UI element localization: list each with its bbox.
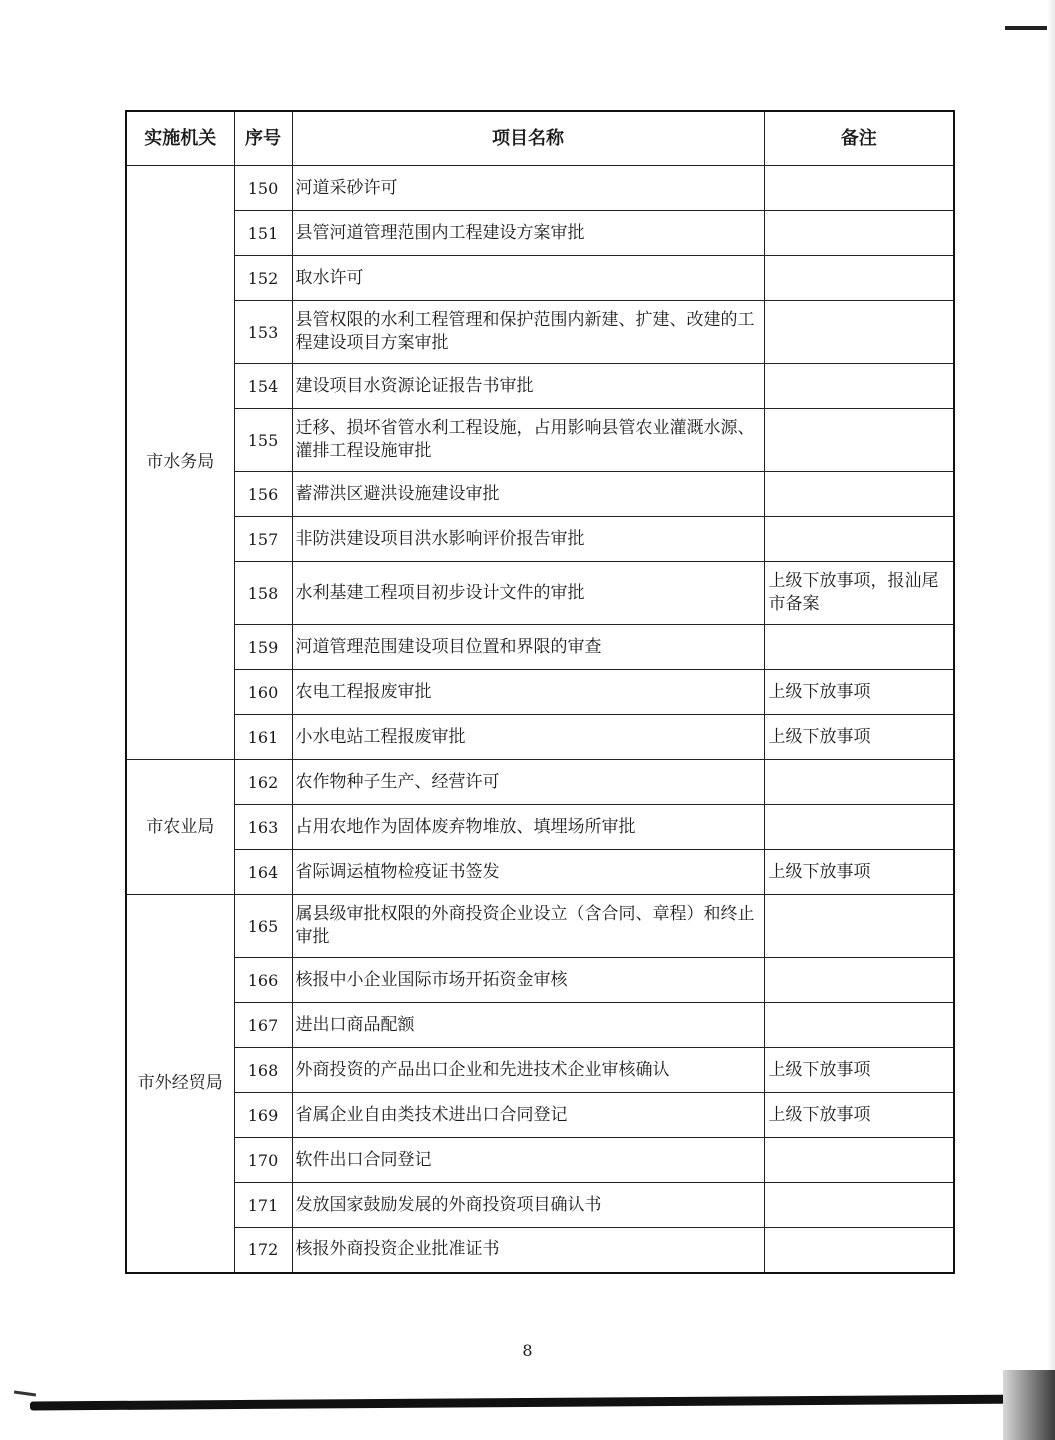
table-row [126, 670, 954, 715]
item-note [764, 1183, 954, 1228]
item-note [764, 211, 954, 256]
table-row [126, 625, 954, 670]
row-number: 168 [234, 1048, 292, 1093]
header-name: 项目名称 [292, 111, 764, 166]
agency-cell: 市农业局 [126, 760, 234, 895]
item-name: 占用农地作为固体废弃物堆放、填埋场所审批 [292, 805, 764, 850]
item-name: 外商投资的产品出口企业和先进技术企业审核确认 [292, 1048, 764, 1093]
table-row [126, 364, 954, 409]
table-row [126, 562, 954, 625]
item-note [764, 409, 954, 472]
item-name: 迁移、损坏省管水利工程设施，占用影响县管农业灌溉水源、灌排工程设施审批 [292, 409, 764, 472]
table-row [126, 166, 954, 211]
item-name: 非防洪建设项目洪水影响评价报告审批 [292, 517, 764, 562]
item-note [764, 364, 954, 409]
table-row [126, 958, 954, 1003]
table-row [126, 211, 954, 256]
table-row [126, 805, 954, 850]
row-number: 150 [234, 166, 292, 211]
table-row [126, 472, 954, 517]
agency-cell: 市水务局 [126, 166, 234, 760]
item-name: 建设项目水资源论证报告书审批 [292, 364, 764, 409]
row-number: 156 [234, 472, 292, 517]
row-number: 172 [234, 1228, 292, 1273]
row-number: 162 [234, 760, 292, 805]
item-note [764, 625, 954, 670]
header-number: 序号 [234, 111, 292, 166]
scan-edge-shadow [1047, 0, 1055, 1440]
row-number: 160 [234, 670, 292, 715]
item-note: 上级下放事项 [764, 1048, 954, 1093]
item-note [764, 166, 954, 211]
table-row [126, 1228, 954, 1273]
item-note: 上级下放事项 [764, 850, 954, 895]
item-note [764, 256, 954, 301]
item-name: 省际调运植物检疫证书签发 [292, 850, 764, 895]
table-row [126, 850, 954, 895]
row-number: 171 [234, 1183, 292, 1228]
row-number: 167 [234, 1003, 292, 1048]
scan-bottom-rule [30, 1395, 1030, 1411]
row-number: 152 [234, 256, 292, 301]
item-note [764, 1003, 954, 1048]
item-note [764, 301, 954, 364]
item-name: 县管河道管理范围内工程建设方案审批 [292, 211, 764, 256]
item-name: 河道采砂许可 [292, 166, 764, 211]
table-row [126, 1183, 954, 1228]
row-number: 153 [234, 301, 292, 364]
table-row [126, 1003, 954, 1048]
item-note [764, 517, 954, 562]
header-agency: 实施机关 [126, 111, 234, 166]
item-name: 取水许可 [292, 256, 764, 301]
row-number: 166 [234, 958, 292, 1003]
row-number: 163 [234, 805, 292, 850]
row-number: 157 [234, 517, 292, 562]
page-number: 8 [522, 1341, 533, 1360]
item-name: 省属企业自由类技术进出口合同登记 [292, 1093, 764, 1138]
item-name: 农电工程报废审批 [292, 670, 764, 715]
item-name: 蓄滞洪区避洪设施建设审批 [292, 472, 764, 517]
table-row [126, 517, 954, 562]
table-row [126, 715, 954, 760]
item-note [764, 760, 954, 805]
item-name: 发放国家鼓励发展的外商投资项目确认书 [292, 1183, 764, 1228]
approval-items-table [125, 110, 955, 1274]
agency-cell: 市外经贸局 [126, 895, 234, 1273]
row-number: 169 [234, 1093, 292, 1138]
item-note [764, 958, 954, 1003]
row-number: 164 [234, 850, 292, 895]
row-number: 170 [234, 1138, 292, 1183]
scan-edge-tick [14, 1390, 36, 1396]
table-row [126, 760, 954, 805]
scan-corner-shadow [1003, 1370, 1055, 1440]
item-note [764, 1138, 954, 1183]
row-number: 159 [234, 625, 292, 670]
row-number: 165 [234, 895, 292, 958]
item-name: 软件出口合同登记 [292, 1138, 764, 1183]
item-name: 属县级审批权限的外商投资企业设立（含合同、章程）和终止审批 [292, 895, 764, 958]
item-name: 小水电站工程报废审批 [292, 715, 764, 760]
item-note [764, 472, 954, 517]
table-row [126, 1048, 954, 1093]
item-note [764, 1228, 954, 1273]
table-header-row [126, 111, 954, 166]
row-number: 158 [234, 562, 292, 625]
row-number: 155 [234, 409, 292, 472]
item-note: 上级下放事项 [764, 670, 954, 715]
header-note: 备注 [764, 111, 954, 166]
table-row [126, 256, 954, 301]
item-name: 进出口商品配额 [292, 1003, 764, 1048]
item-name: 核报外商投资企业批准证书 [292, 1228, 764, 1273]
item-note: 上级下放事项 [764, 1093, 954, 1138]
item-note [764, 805, 954, 850]
item-name: 河道管理范围建设项目位置和界限的审查 [292, 625, 764, 670]
table-row [126, 895, 954, 958]
row-number: 151 [234, 211, 292, 256]
table-row [126, 409, 954, 472]
table-row [126, 301, 954, 364]
row-number: 154 [234, 364, 292, 409]
table-row [126, 1138, 954, 1183]
item-name: 县管权限的水利工程管理和保护范围内新建、扩建、改建的工程建设项目方案审批 [292, 301, 764, 364]
item-name: 农作物种子生产、经营许可 [292, 760, 764, 805]
item-note: 上级下放事项，报汕尾市备案 [764, 562, 954, 625]
table-row [126, 1093, 954, 1138]
item-name: 核报中小企业国际市场开拓资金审核 [292, 958, 764, 1003]
item-note: 上级下放事项 [764, 715, 954, 760]
row-number: 161 [234, 715, 292, 760]
item-name: 水利基建工程项目初步设计文件的审批 [292, 562, 764, 625]
item-note [764, 895, 954, 958]
